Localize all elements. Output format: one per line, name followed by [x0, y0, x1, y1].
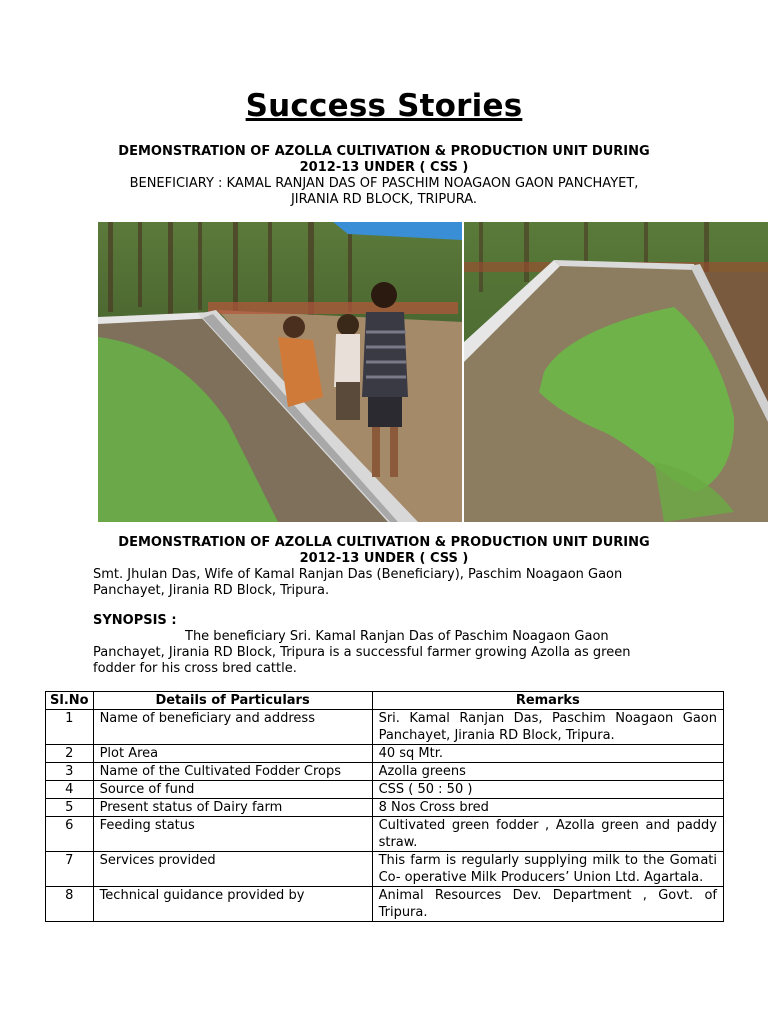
- table-row: [46, 799, 724, 817]
- cell-particular: Present status of Dairy farm: [93, 799, 372, 817]
- photo-strip: [98, 222, 768, 522]
- cell-slno: 7: [46, 852, 94, 887]
- cell-slno: 8: [46, 887, 94, 922]
- synopsis-section: [93, 613, 693, 677]
- cell-remark: 8 Nos Cross bred: [372, 799, 723, 817]
- table-row: [46, 781, 724, 799]
- table-row: [46, 745, 724, 763]
- table-row: [46, 887, 724, 922]
- section-heading-2-line2: 2012-13 UNDER ( CSS ): [299, 551, 469, 566]
- table-row: [46, 817, 724, 852]
- section-heading-2-line1: DEMONSTRATION OF AZOLLA CULTIVATION & PRODUCTION UNIT DURING: [118, 535, 650, 550]
- table-row: [46, 763, 724, 781]
- beneficiary-line1: BENEFICIARY : KAMAL RANJAN DAS OF PASCHIM NOAGAON GAON PANCHAYET,: [129, 176, 639, 191]
- column-header-slno: Sl.No: [46, 692, 94, 710]
- section-heading-1-line1: DEMONSTRATION OF AZOLLA CULTIVATION & PRODUCTION UNIT DURING: [118, 144, 650, 159]
- cell-slno: 4: [46, 781, 94, 799]
- cell-particular: Source of fund: [93, 781, 372, 799]
- section-heading-1-line2: 2012-13 UNDER ( CSS ): [299, 160, 469, 175]
- cell-slno: 2: [46, 745, 94, 763]
- cell-particular: Technical guidance provided by: [93, 887, 372, 922]
- photo-caption-line2: Panchayet, Jirania RD Block, Tripura.: [93, 583, 330, 598]
- cell-remark: 40 sq Mtr.: [372, 745, 723, 763]
- photo-beneficiary-family-at-azolla-pit: [98, 222, 462, 522]
- details-table: [45, 691, 724, 922]
- synopsis-heading: SYNOPSIS :: [93, 613, 177, 628]
- cell-remark: Sri. Kamal Ranjan Das, Paschim Noagaon Gaon Panchayet, Jirania RD Block, Tripura.: [372, 710, 723, 745]
- cell-particular: Services provided: [93, 852, 372, 887]
- photo-azolla-pit: [464, 222, 768, 522]
- cell-remark: Animal Resources Dev. Department , Govt. of Tripura.: [372, 887, 723, 922]
- cell-particular: Name of beneficiary and address: [93, 710, 372, 745]
- synopsis-line3: fodder for his cross bred cattle.: [93, 661, 297, 676]
- cell-remark: This farm is regularly supplying milk to the Gomati Co- operative Milk Producers’ Union Ltd. Agartala.: [372, 852, 723, 887]
- cell-remark: Azolla greens: [372, 763, 723, 781]
- photo-caption-line1: Smt. Jhulan Das, Wife of Kamal Ranjan Das (Beneficiary), Paschim Noagaon Gaon: [93, 567, 623, 582]
- column-header-remarks: Remarks: [372, 692, 723, 710]
- table-header-row: [46, 692, 724, 710]
- cell-particular: Plot Area: [93, 745, 372, 763]
- beneficiary-line2: JIRANIA RD BLOCK, TRIPURA.: [290, 192, 478, 207]
- page-title: Success Stories: [245, 88, 523, 124]
- synopsis-line1: The beneficiary Sri. Kamal Ranjan Das of Paschim Noagaon Gaon: [185, 629, 609, 644]
- cell-slno: 5: [46, 799, 94, 817]
- synopsis-line2: Panchayet, Jirania RD Block, Tripura is a successful farmer growing Azolla as green: [93, 645, 631, 660]
- cell-particular: Name of the Cultivated Fodder Crops: [93, 763, 372, 781]
- cell-slno: 3: [46, 763, 94, 781]
- cell-slno: 6: [46, 817, 94, 852]
- table-row: [46, 710, 724, 745]
- cell-remark: Cultivated green fodder , Azolla green and paddy straw.: [372, 817, 723, 852]
- cell-slno: 1: [46, 710, 94, 745]
- photo-caption: [93, 567, 693, 599]
- table-row: [46, 852, 724, 887]
- column-header-particulars: Details of Particulars: [93, 692, 372, 710]
- cell-particular: Feeding status: [93, 817, 372, 852]
- cell-remark: CSS ( 50 : 50 ): [372, 781, 723, 799]
